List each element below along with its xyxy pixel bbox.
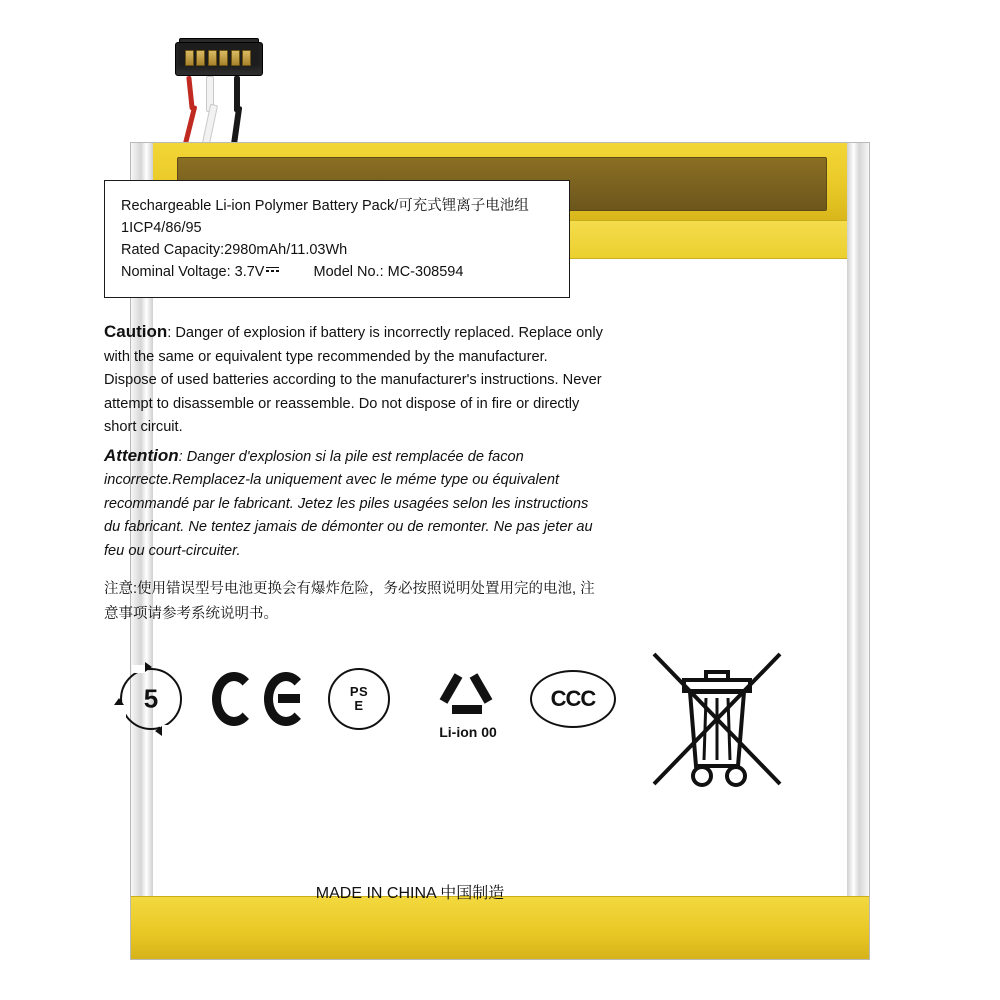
ccc-mark-icon [530,670,616,728]
pse-line-1: PS [349,684,369,699]
attention-text: : Danger d'explosion si la pile est remplacée de facon incorrecte.Remplacez-la uniquement avec le méme type ou équivalent recommandé par le fabricant. Jetez les piles usagées selon les instructions du fabricant. Ne tentez jamais de démonter ou de remonter. Ne pas jeter au feu ou court-circuiter. [104,448,593,559]
connector-pin [219,50,228,66]
warning-text-block [104,320,604,631]
caution-heading: Caution [104,322,168,341]
connector-pin [185,50,194,66]
li-ion-recycle-icon [420,662,516,758]
recycle-triangle-icon [120,668,182,730]
dc-voltage-icon [266,267,279,274]
spec-model-number: Model No.: MC-308594 [313,264,464,280]
li-ion-caption: Li-ion 00 [439,724,497,740]
ribbon-cable-connector-icon [175,38,263,78]
pse-mark-label [328,685,390,713]
connector-pin [242,50,251,66]
ccc-mark-label: CCC [550,686,596,711]
spec-title: Rechargeable Li-ion Polymer Battery Pack/可充式锂离子电池组 [121,198,529,214]
certification-icon-row [120,650,700,770]
spec-designation: 1ICP4/86/95 [121,220,202,236]
spec-rated-capacity: Rated Capacity:2980mAh/11.03Wh [121,242,348,258]
yellow-tape-bottom [131,896,869,959]
chinese-warning-paragraph: 注意:使用错误型号电池更换会有爆炸危险，务必按照说明处置用完的电池, 注意事项请参考系统说明书。 [104,581,595,622]
recycle-number: 5 [143,683,159,714]
caution-paragraph [104,320,604,440]
spec-voltage-model-row [121,261,553,283]
connector-pin [196,50,205,66]
made-in-china-label: MADE IN CHINA 中国制造 [315,885,505,902]
specification-box [104,180,570,298]
spec-nominal-voltage: Nominal Voltage: 3.7V [121,264,265,280]
pse-mark-icon [328,668,390,730]
origin-wrapper [130,880,690,903]
attention-paragraph [104,444,604,564]
crossed-out-wheeled-bin-icon [648,648,786,794]
connector-pin [208,50,217,66]
attention-heading: Attention [104,445,179,465]
connector-pin [231,50,240,66]
pse-line-2: E [354,698,364,713]
weee-bin-svg [648,648,786,794]
battery-right-edge [847,143,869,959]
ce-mark-icon [212,672,308,728]
connector-pins [185,50,251,64]
caution-text: : Danger of explosion if battery is incorrectly replaced. Replace only with the same or equivalent type recommended by the manufacturer. Dispose of used batteries according to the manufacturer's instructions. Never attempt to disassemble or reassemble. Do not dispose of in fire or directly short circuit. [104,325,603,435]
recycle-triangle-arrows [438,662,498,718]
